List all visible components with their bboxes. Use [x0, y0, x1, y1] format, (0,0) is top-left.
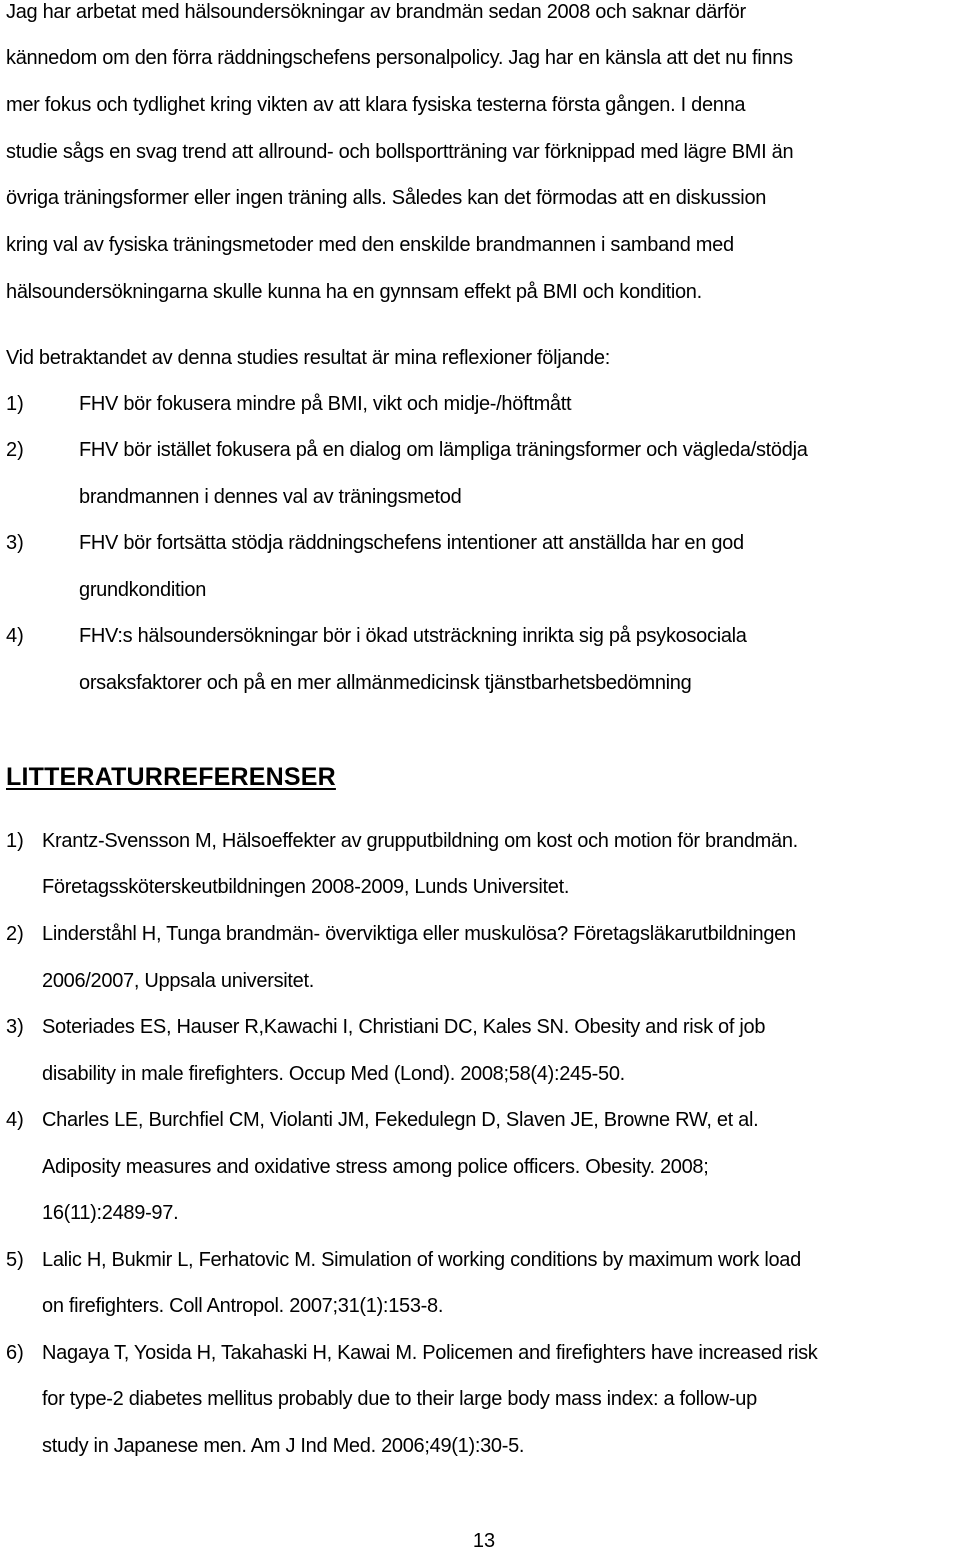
reference-text: Linderståhl H, Tunga brandmän- överviktiga eller muskulösa? Företagsläkarutbildningen: [42, 923, 796, 945]
reference-number: 3): [6, 1016, 24, 1038]
list-text: FHV bör fokusera mindre på BMI, vikt och midje-/höftmått: [79, 393, 572, 415]
list-number: 4): [6, 625, 24, 647]
reference-text: study in Japanese men. Am J Ind Med. 2006;49(1):30-5.: [42, 1435, 525, 1457]
list-text: orsaksfaktorer och på en mer allmänmedicinsk tjänstbarhetsbedömning: [79, 672, 692, 694]
list-number: 2): [6, 439, 24, 461]
list-text: brandmannen i dennes val av träningsmetod: [79, 486, 462, 508]
reference-text: Krantz-Svensson M, Hälsoeffekter av grupputbildning om kost och motion för brandmän.: [42, 830, 798, 852]
paragraph-line: hälsoundersökningarna skulle kunna ha en gynnsam effekt på BMI och kondition.: [6, 281, 702, 303]
list-text: FHV bör fortsätta stödja räddningschefens intentioner att anställda har en god: [79, 532, 744, 554]
reference-text: 2006/2007, Uppsala universitet.: [42, 970, 314, 992]
reference-text: Företagssköterskeutbildningen 2008-2009, Lunds Universitet.: [42, 876, 570, 898]
reference-text: 16(11):2489-97.: [42, 1202, 179, 1224]
reference-text: Soteriades ES, Hauser R,Kawachi I, Christiani DC, Kales SN. Obesity and risk of job: [42, 1016, 766, 1038]
paragraph-line: övriga träningsformer eller ingen träning alls. Således kan det förmodas att en diskussion: [6, 187, 767, 209]
reference-text: on firefighters. Coll Antropol. 2007;31(1):153-8.: [42, 1295, 444, 1317]
paragraph-line: kännedom om den förra räddningschefens personalpolicy. Jag har en känsla att det nu finns: [6, 47, 793, 69]
page-number: 13: [472, 1530, 496, 1552]
reference-text: Charles LE, Burchfiel CM, Violanti JM, Fekedulegn D, Slaven JE, Browne RW, et al.: [42, 1109, 759, 1131]
section-heading: LITTERATURREFERENSER: [6, 763, 336, 791]
reference-number: 1): [6, 830, 24, 852]
reference-number: 6): [6, 1342, 24, 1364]
paragraph-line: Jag har arbetat med hälsoundersökningar av brandmän sedan 2008 och saknar därför: [6, 1, 746, 23]
reference-text: Lalic H, Bukmir L, Ferhatovic M. Simulation of working conditions by maximum work load: [42, 1249, 801, 1271]
paragraph-line: mer fokus och tydlighet kring vikten av att klara fysiska testerna första gången. I denna: [6, 94, 746, 116]
paragraph-line: studie sågs en svag trend att allround- och bollsportträning var förknippad med lägre BMI än: [6, 141, 794, 163]
list-text: grundkondition: [79, 579, 207, 601]
list-number: 1): [6, 393, 24, 415]
reference-number: 5): [6, 1249, 24, 1271]
reference-number: 4): [6, 1109, 24, 1131]
reference-text: disability in male firefighters. Occup Med (Lond). 2008;58(4):245-50.: [42, 1063, 625, 1085]
list-number: 3): [6, 532, 24, 554]
reference-number: 2): [6, 923, 24, 945]
reference-text: for type-2 diabetes mellitus probably due to their large body mass index: a follow-up: [42, 1388, 757, 1410]
list-text: FHV bör istället fokusera på en dialog om lämpliga träningsformer och vägleda/stödja: [79, 439, 808, 461]
reflections-intro: Vid betraktandet av denna studies resultat är mina reflexioner följande:: [6, 347, 610, 369]
reference-text: Nagaya T, Yosida H, Takahaski H, Kawai M. Policemen and firefighters have increased risk: [42, 1342, 818, 1364]
reference-text: Adiposity measures and oxidative stress among police officers. Obesity. 2008;: [42, 1156, 709, 1178]
list-text: FHV:s hälsoundersökningar bör i ökad utsträckning inrikta sig på psykosociala: [79, 625, 747, 647]
paragraph-line: kring val av fysiska träningsmetoder med den enskilde brandmannen i samband med: [6, 234, 734, 256]
